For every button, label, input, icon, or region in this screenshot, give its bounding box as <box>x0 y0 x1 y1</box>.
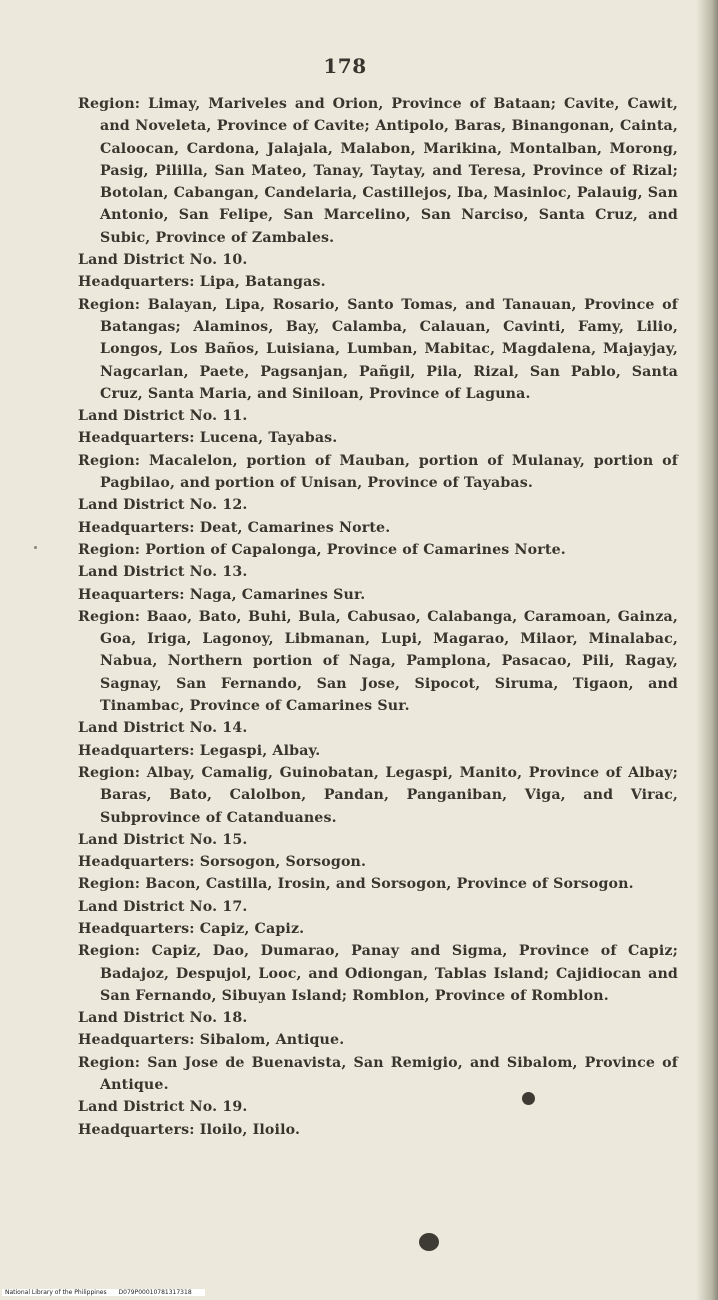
entry-text: Capiz, Capiz. <box>199 920 305 937</box>
entry-label: Headquarters: <box>78 1121 195 1138</box>
entry-label: Region: <box>78 608 141 625</box>
entry-text: Land District No. 19. <box>78 1099 248 1116</box>
entry-text: Land District No. 18. <box>78 1010 248 1027</box>
headquarters-entry <box>78 851 678 873</box>
footer-id: D079P00010781317318 <box>118 1289 192 1296</box>
ink-blot <box>522 1092 535 1105</box>
entry-text: Land District No. 17. <box>78 898 248 915</box>
entry-text: Macalelon, portion of Mauban, portion of Mulanay, portion of Pagbilao, and portion of Unisan, Province of Tayabas. <box>100 452 679 492</box>
entry-label: Region: <box>78 1054 141 1071</box>
spine-shadow <box>696 0 718 1300</box>
entry-text: Sorsogon, Sorsogon. <box>199 854 367 871</box>
entry-text: Land District No. 12. <box>78 497 248 514</box>
entry-label: Region: <box>78 764 141 781</box>
ink-blot <box>419 1233 439 1251</box>
entry-text: Portion of Capalonga, Province of Camarines Norte. <box>145 541 566 558</box>
region-entry <box>78 762 678 829</box>
land-district-heading <box>78 405 678 427</box>
entry-label: Headquarters: <box>78 430 195 447</box>
entry-text: Sibalom, Antique. <box>199 1032 345 1049</box>
page-body-text <box>78 93 678 1141</box>
land-district-heading <box>78 717 678 739</box>
entry-label: Region: <box>78 96 141 112</box>
entry-text: Limay, Mariveles and Orion, Province of Bataan; Cavite, Cawit, and Noveleta, Province of Cavite; Antipolo, Baras, Binangonan, Cainta, Caloocan, Cardona, Jalajala, Malabon, Marikina, Montalban, Morong, Pasig, Pililla, San Mateo, Tanay, Taytay, and Teresa, Province of Rizal; Botolan, Cabangan, Candelaria, Castillejos, Iba, Masinloc, Palauig, San Antonio, San Felipe, San Marcelino, San Narciso, Santa Cruz, and Subic, Province of Zambales. <box>100 96 678 246</box>
headquarters-entry <box>78 1119 678 1141</box>
entry-text: Iloilo, Iloilo. <box>199 1121 301 1138</box>
entry-text: Capiz, Dao, Dumarao, Panay and Sigma, Province of Capiz; Badajoz, Despujol, Looc, and Odiongan, Tablas Island; Cajidiocan and San Fernando, Sibuyan Island; Romblon, Province of Romblon. <box>100 943 678 1004</box>
entry-text: Lipa, Batangas. <box>199 274 326 291</box>
entry-text: Baao, Bato, Buhi, Bula, Cabusao, Calabanga, Caramoan, Gainza, Goa, Iriga, Lagonoy, Libmanan, Lupi, Magarao, Milaor, Minalabac, Nabua, Northern portion of Naga, Pamplona, Pasacao, Pili, Ragay, Sagnay, San Fernando, San Jose, Sipocot, Siruma, Tigaon, and Tinambac, Province of Camarines Sur. <box>100 608 678 715</box>
entry-label: Headquarters: <box>78 920 195 937</box>
entry-text: Land District No. 15. <box>78 831 248 848</box>
headquarters-entry <box>78 584 678 606</box>
entry-label: Region: <box>78 452 141 469</box>
region-entry <box>78 1052 678 1097</box>
entry-label: Headquarters: <box>78 274 195 291</box>
headquarters-entry <box>78 740 678 762</box>
entry-label: Headquarters: <box>78 742 195 759</box>
entry-text: Deat, Camarines Norte. <box>199 519 391 536</box>
land-district-heading <box>78 494 678 516</box>
land-district-heading <box>78 829 678 851</box>
entry-text: Naga, Camarines Sur. <box>189 586 366 603</box>
entry-text: Balayan, Lipa, Rosario, Santo Tomas, and Tanauan, Province of Batangas; Alaminos, Bay, Calamba, Calauan, Cavinti, Famy, Lilio, Longos, Los Baños, Luisiana, Lumban, Mabitac, Magdalena, Majayjay, Nagcarlan, Paete, Pagsanjan, Pañgil, Pila, Rizal, San Pablo, Santa Cruz, Santa Maria, and Siniloan, Province of Laguna. <box>100 296 678 402</box>
entry-text: Land District No. 14. <box>78 720 248 737</box>
entry-text: Legaspi, Albay. <box>199 742 321 759</box>
land-district-heading <box>78 1096 678 1118</box>
entry-label: Region: <box>78 943 141 960</box>
ink-speck <box>34 546 37 549</box>
region-entry <box>78 873 678 895</box>
region-entry <box>78 606 678 717</box>
headquarters-entry <box>78 918 678 940</box>
entry-text: Land District No. 11. <box>78 408 248 425</box>
region-entry <box>78 93 678 249</box>
entry-label: Region: <box>78 876 141 893</box>
entry-text: Albay, Camalig, Guinobatan, Legaspi, Manito, Province of Albay; Baras, Bato, Calolbon, Pandan, Panganiban, Viga, and Virac, Subprovince of Catanduanes. <box>100 764 678 826</box>
entry-text: Land District No. 10. <box>78 252 248 269</box>
entry-label: Region: <box>78 296 141 313</box>
entry-text: Lucena, Tayabas. <box>199 430 338 447</box>
entry-label: Heaquarters: <box>78 586 185 603</box>
entry-label: Headquarters: <box>78 519 195 536</box>
region-entry <box>78 940 678 1007</box>
region-entry <box>78 294 678 405</box>
entry-text: Bacon, Castilla, Irosin, and Sorsogon, Province of Sorsogon. <box>145 876 634 893</box>
entry-label: Region: <box>78 541 141 558</box>
entry-label: Headquarters: <box>78 1032 195 1049</box>
land-district-heading <box>78 896 678 918</box>
entry-text: San Jose de Buenavista, San Remigio, and Sibalom, Province of Antique. <box>100 1054 679 1094</box>
entry-label: Headquarters: <box>78 854 195 871</box>
headquarters-entry <box>78 1029 678 1051</box>
land-district-heading <box>78 1007 678 1029</box>
footer-source: National Library of the Philippines <box>5 1289 107 1296</box>
headquarters-entry <box>78 271 678 293</box>
region-entry <box>78 450 678 495</box>
region-entry <box>78 539 678 561</box>
headquarters-entry <box>78 427 678 449</box>
headquarters-entry <box>78 517 678 539</box>
page-footer <box>2 1289 205 1296</box>
land-district-heading <box>78 561 678 583</box>
page-number: 178 <box>323 54 367 78</box>
land-district-heading <box>78 249 678 271</box>
entry-text: Land District No. 13. <box>78 564 248 581</box>
